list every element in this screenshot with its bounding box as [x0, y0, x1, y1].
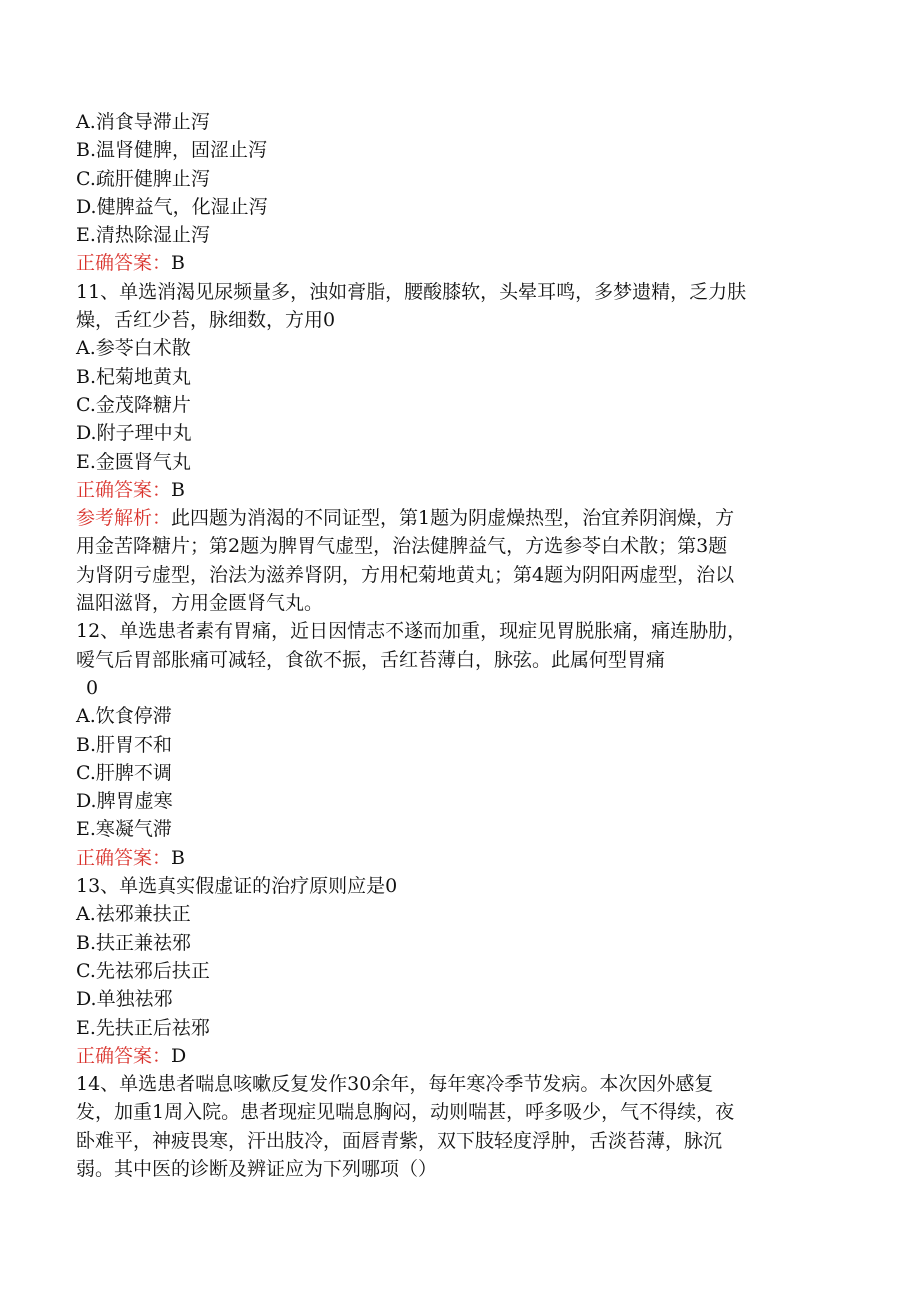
question-10 — [76, 108, 836, 278]
question-13 — [76, 872, 836, 1070]
question-12 — [76, 617, 836, 872]
analysis-text: 此四题为消渴的不同证型，第1题为阴虚燥热型，治宜养阴润燥，方 — [171, 507, 735, 530]
option-b: B.扶正兼祛邪 — [76, 931, 192, 954]
option-e: E.先扶正后祛邪 — [76, 1016, 210, 1039]
option-e: E.清热除湿止泻 — [76, 224, 210, 247]
question-11 — [76, 278, 836, 618]
option-e: E.寒凝气滞 — [76, 818, 172, 841]
answer — [76, 476, 836, 504]
option-e: E.金匮肾气丸 — [76, 450, 191, 473]
question-stem: 13、单选真实假虚证的治疗原则应是0 — [76, 875, 398, 898]
answer-label: 正确答案： — [76, 478, 172, 501]
question-stem: 燥，舌红少苔，脉细数，方用0 — [76, 309, 336, 332]
answer-value: D — [171, 1044, 187, 1067]
question-stem: 11、单选消渴见尿频量多，浊如膏脂，腰酸膝软，头晕耳鸣，多梦遗精，乏力肤 — [76, 280, 747, 303]
analysis — [76, 504, 836, 532]
analysis-text: 用金苦降糖片；第2题为脾胃气虚型，治法健脾益气，方选参苓白术散；第3题 — [76, 535, 728, 558]
question-14 — [76, 1070, 836, 1183]
question-stem: 弱。其中医的诊断及辨证应为下列哪项（） — [76, 1157, 438, 1180]
option-c: C.肝脾不调 — [76, 761, 172, 784]
answer-label: 正确答案： — [76, 846, 172, 869]
question-stem: 0 — [86, 676, 99, 699]
answer-value: B — [171, 252, 185, 275]
option-c: C.先祛邪后扶正 — [76, 959, 210, 982]
option-c: C.金茂降糖片 — [76, 393, 191, 416]
option-b: B.杞菊地黄丸 — [76, 365, 192, 388]
option-a: A.祛邪兼扶正 — [76, 903, 191, 926]
option-d: D.脾胃虚寒 — [76, 790, 173, 813]
answer — [76, 249, 836, 277]
analysis-text: 温阳滋肾，方用金匮肾气丸。 — [76, 592, 324, 615]
option-d: D.健脾益气，化湿止泻 — [76, 195, 268, 218]
answer-label: 正确答案： — [76, 1044, 172, 1067]
analysis-text: 为肾阴亏虚型，治法为滋养肾阴，方用杞菊地黄丸；第4题为阴阳两虚型，治以 — [76, 563, 735, 586]
option-b: B.肝胃不和 — [76, 733, 173, 756]
option-b: B.温肾健脾，固涩止泻 — [76, 139, 268, 162]
analysis-label: 参考解析： — [76, 507, 172, 530]
option-c: C.疏肝健脾止泻 — [76, 167, 210, 190]
option-a: A.参苓白术散 — [76, 337, 191, 360]
question-stem: 12、单选患者素有胃痛，近日因情志不遂而加重，现症见胃脱胀痛，痛连胁肋， — [76, 620, 747, 643]
answer — [76, 844, 836, 872]
question-stem: 发，加重1周入院。患者现症见喘息胸闷，动则喘甚，呼多吸少，气不得续，夜 — [76, 1101, 735, 1124]
option-d: D.单独祛邪 — [76, 988, 173, 1011]
question-stem: 卧难平，神疲畏寒，汗出肢冷，面唇青紫，双下肢轻度浮肿，舌淡苔薄，脉沉 — [76, 1129, 723, 1152]
answer — [76, 1042, 836, 1070]
question-stem: 嗳气后胃部胀痛可减轻，食欲不振，舌红苔薄白，脉弦。此属何型胃痛 — [76, 648, 666, 671]
question-stem: 14、单选患者喘息咳嗽反复发作30余年，每年寒冷季节发病。本次因外感复 — [76, 1073, 714, 1096]
answer-value: B — [171, 478, 185, 501]
answer-value: B — [171, 846, 185, 869]
option-a: A.饮食停滞 — [76, 705, 172, 728]
option-a: A.消食导滞止泻 — [76, 111, 210, 133]
option-d: D.附子理中丸 — [76, 422, 192, 445]
document-page — [76, 108, 836, 1183]
answer-label: 正确答案： — [76, 252, 172, 275]
